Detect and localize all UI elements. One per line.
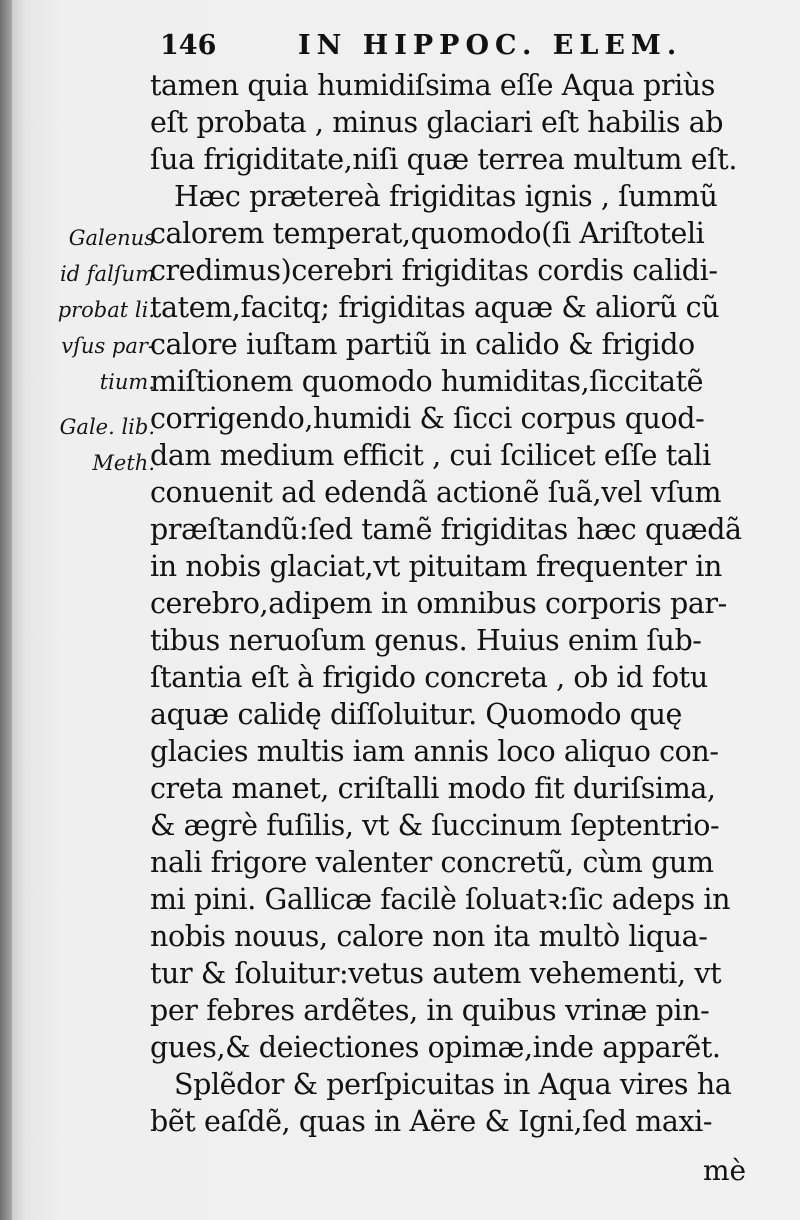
- text-line: conuenit ad edendã actionẽ ſuã,vel vſum: [150, 476, 722, 509]
- text-line: tamen quia humidiſsima eſſe Aqua priùs: [150, 69, 715, 102]
- text-line: Splẽdor & perſpicuitas in Aqua vires ha: [174, 1068, 732, 1101]
- text-line: tibus neruoſum genus. Huius enim ſub-: [150, 624, 702, 657]
- page-number: 146: [160, 30, 217, 61]
- text-line: dam medium efficit , cui ſcilicet eſſe tali: [150, 439, 711, 472]
- text-line: nobis nouus, calore non ita multò liqua-: [150, 920, 708, 953]
- margin-note: vſus par-: [61, 334, 155, 358]
- text-line: calorem temperat,quomodo(ſi Ariſtoteli: [150, 217, 705, 250]
- margin-note: Meth.: [92, 451, 155, 475]
- catchword: mè: [703, 1154, 747, 1187]
- text-line: mi pini. Gallicæ facilè ſoluatꝛ:ſic adeps in: [150, 883, 731, 916]
- text-line: præſtandũ:ſed tamẽ frigiditas hæc quædã: [150, 513, 742, 546]
- text-line: miſtionem quomodo humiditas,ſiccitatẽ: [150, 365, 704, 398]
- text-line: aquæ calidę diſſoluitur. Quomodo quę: [150, 698, 682, 731]
- margin-note: Gale. lib.: [59, 415, 155, 439]
- text-line: & ægrè fuſilis, vt & ſuccinum ſeptentrio-: [150, 809, 720, 842]
- margin-note: probat li.: [57, 298, 155, 322]
- text-line: per febres ardẽtes, in quibus vrinæ pin-: [150, 994, 710, 1027]
- text-line: nali frigore valenter concretũ, cùm gum: [150, 846, 714, 879]
- text-line: tatem,facitq; frigiditas aquæ & aliorũ cũ: [150, 291, 720, 324]
- page-gutter-shadow: [0, 0, 12, 1220]
- page-header: [160, 30, 760, 68]
- text-line: cerebro,adipem in omnibus corporis par-: [150, 587, 727, 620]
- margin-note: id falſum: [59, 262, 155, 286]
- text-line: Hæc prætereà frigiditas ignis , ſummũ: [174, 180, 718, 213]
- text-line: gues,& deiectiones opimæ,inde apparẽt.: [150, 1031, 721, 1064]
- text-line: ſtantia eſt à frigido concreta , ob id fotu: [150, 661, 708, 694]
- text-line: calore iuſtam partiũ in calido & frigido: [150, 328, 695, 361]
- text-line: tur & ſoluitur:vetus autem vehementi, vt: [150, 957, 722, 990]
- margin-note: Galenus: [68, 226, 155, 250]
- margin-note: tium.: [99, 370, 155, 394]
- running-head: IN HIPPOC. ELEM.: [298, 30, 683, 61]
- text-line: creta manet, criſtalli modo fit duriſsima,: [150, 772, 716, 805]
- text-line: eſt probata , minus glaciari eſt habilis ab: [150, 106, 724, 139]
- text-line: corrigendo,humidi & ſicci corpus quod-: [150, 402, 705, 435]
- text-line: glacies multis iam annis loco aliquo con-: [150, 735, 719, 768]
- text-line: in nobis glaciat,vt pituitam frequenter in: [150, 550, 722, 583]
- text-line: credimus)cerebri frigiditas cordis calidi-: [150, 254, 718, 287]
- text-line: ſua frigiditate,niſi quæ terrea multum eſt.: [150, 143, 738, 176]
- text-line: bẽt eaſdẽ, quas in Aëre & Igni,ſed maxi-: [150, 1105, 713, 1138]
